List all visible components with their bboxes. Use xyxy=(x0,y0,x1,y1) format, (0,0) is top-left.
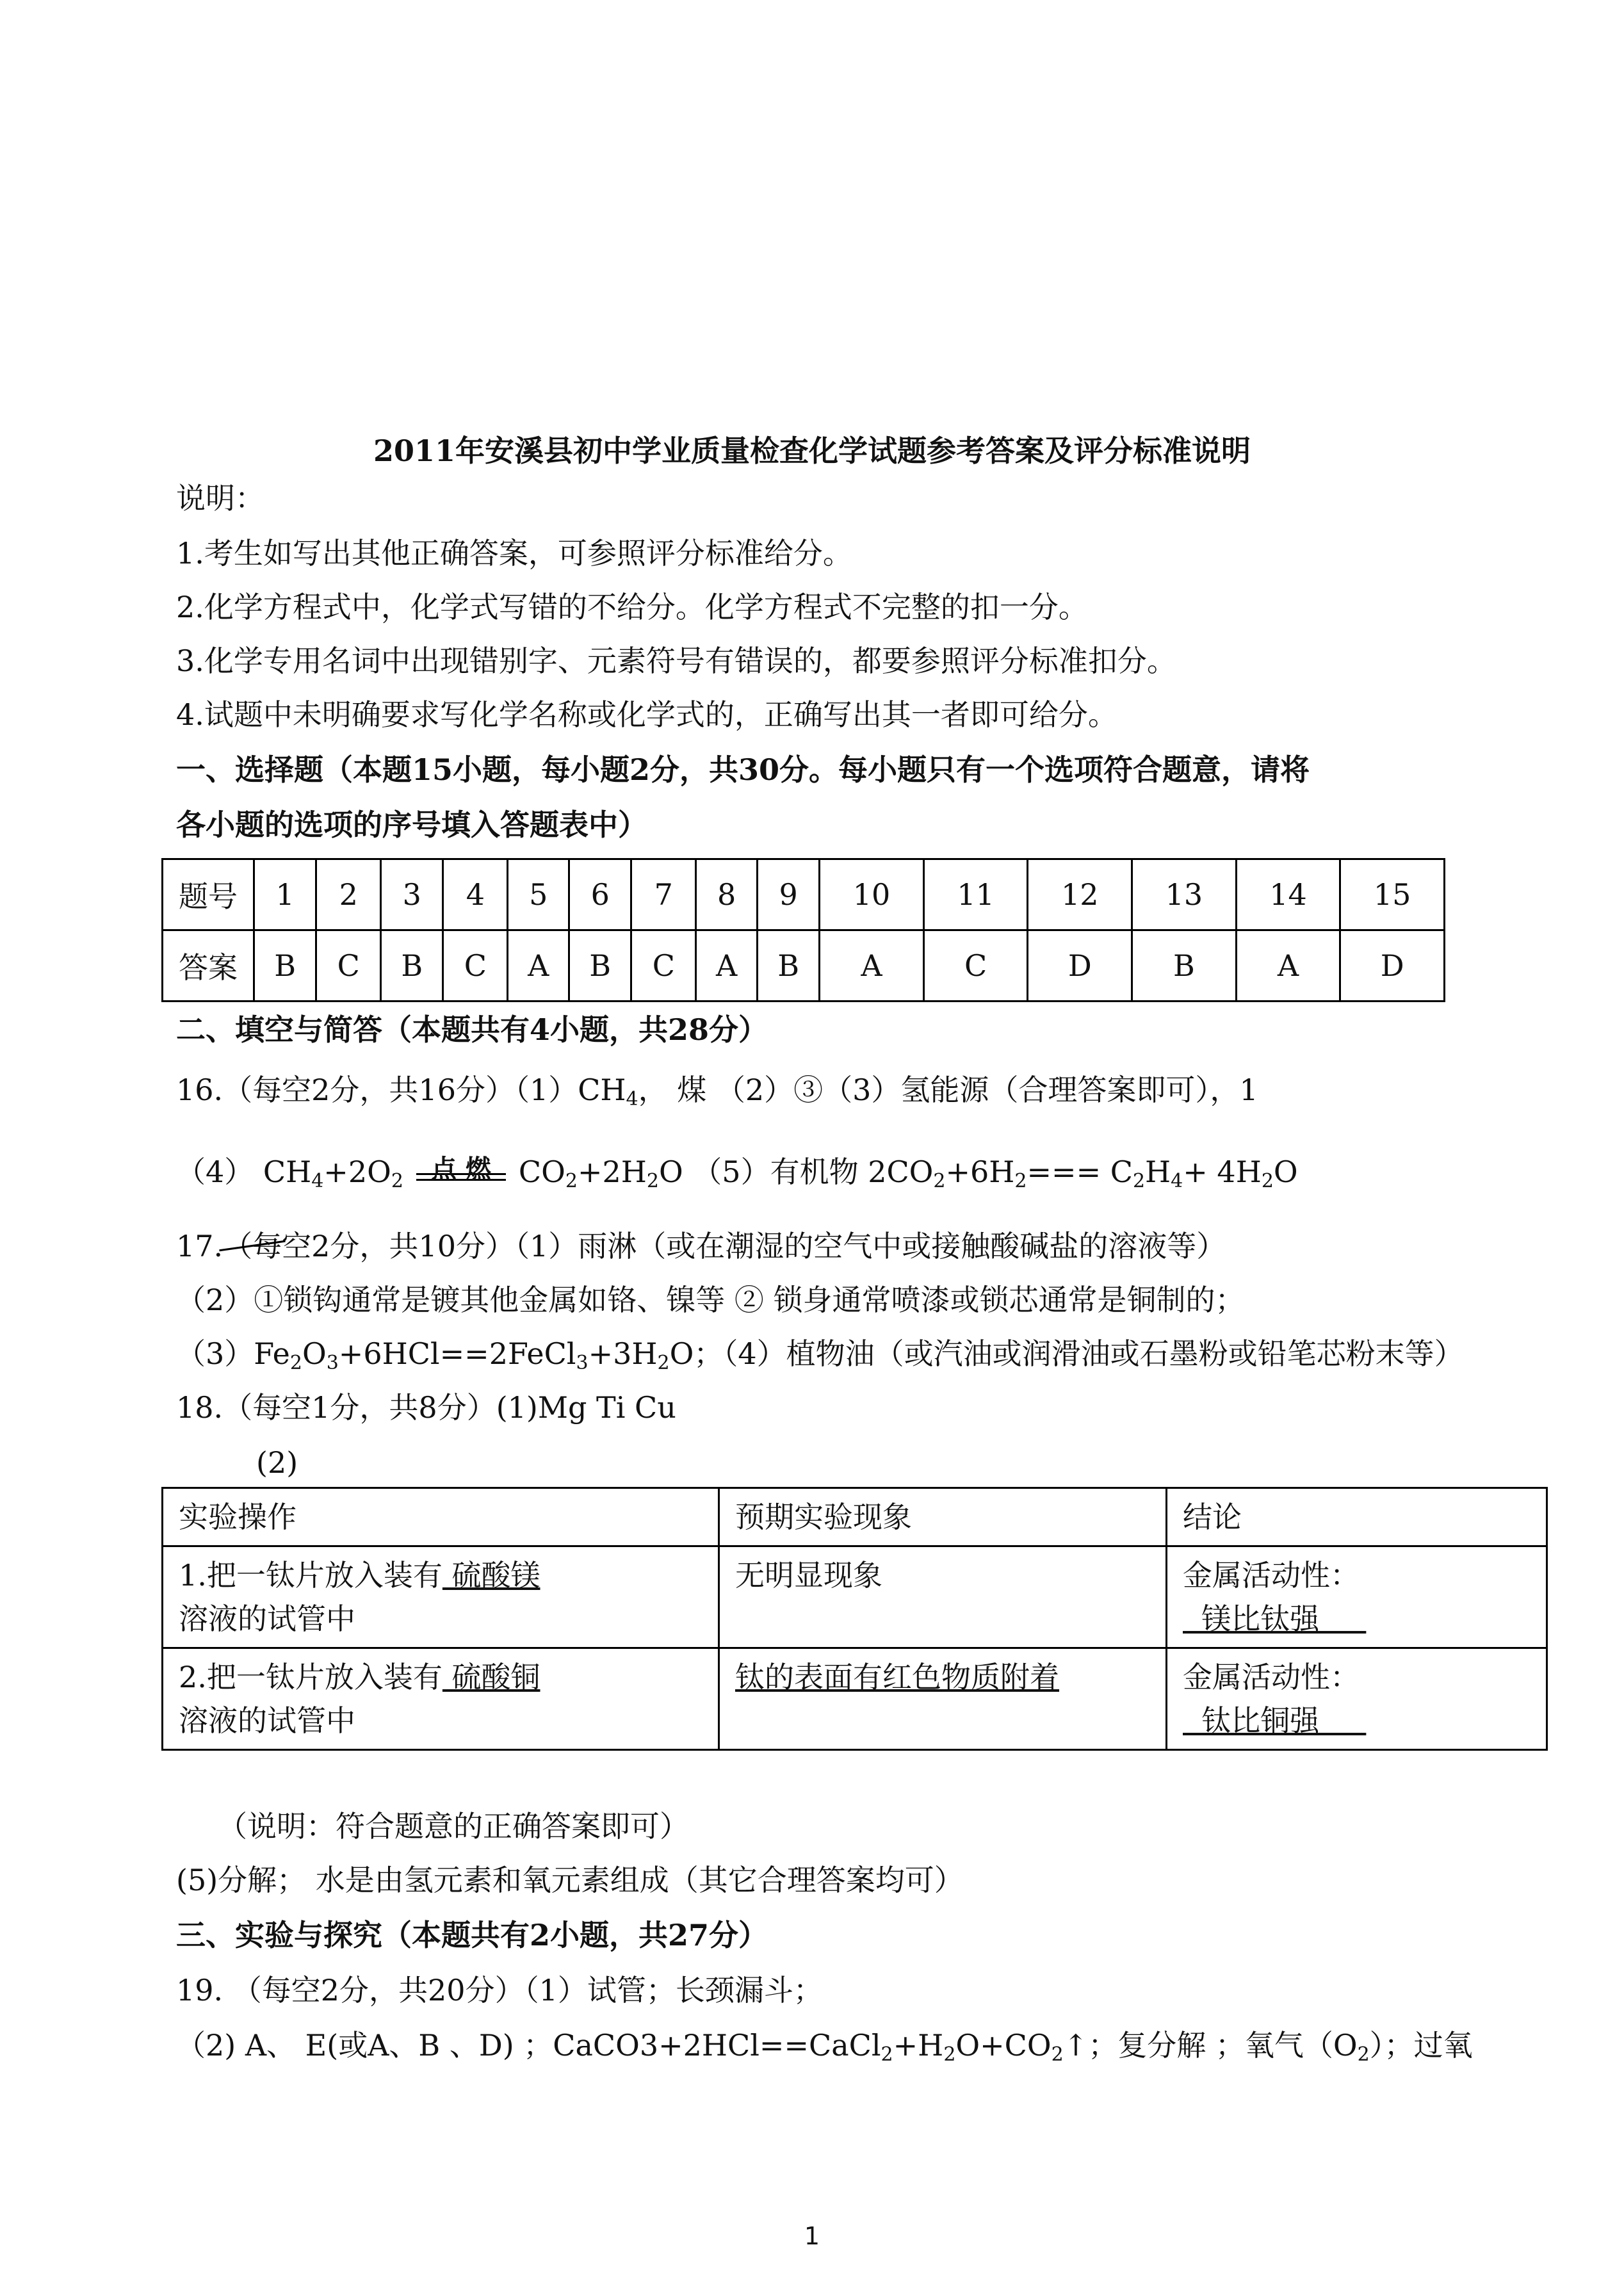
text: +2H xyxy=(577,1155,647,1189)
text: （3）Fe xyxy=(176,1336,290,1371)
conclusion-cell xyxy=(1167,1546,1547,1648)
text: O+CO xyxy=(955,2028,1052,2063)
subscript: 2 xyxy=(565,1170,578,1192)
question-number: 6 xyxy=(569,859,631,930)
text: （4） CH xyxy=(176,1155,312,1189)
filled-blank: 镁比钛强 xyxy=(1183,1602,1367,1636)
filled-blank: 钛比铜强 xyxy=(1183,1703,1367,1738)
answer-cell: C xyxy=(631,930,696,1002)
subscript: 2 xyxy=(943,2043,956,2066)
filled-blank: 硫酸铜 xyxy=(442,1660,540,1694)
text: H xyxy=(1145,1155,1171,1189)
q16-line-1 xyxy=(176,1071,1258,1109)
text: +6H xyxy=(945,1155,1015,1189)
text: 金属活动性： xyxy=(1183,1558,1360,1593)
conclusion-cell xyxy=(1167,1648,1547,1750)
answer-cell: C xyxy=(443,930,508,1002)
subscript: 4 xyxy=(1171,1170,1183,1192)
answer-cell: B xyxy=(757,930,819,1002)
notes-heading: 说明： xyxy=(176,481,264,515)
filled-blank: 硫酸镁 xyxy=(442,1558,540,1593)
q19-line-2 xyxy=(176,2026,1473,2064)
note-2: 2.化学方程式中，化学式写错的不给分。化学方程式不完整的扣一分。 xyxy=(176,590,1088,624)
experiment-table xyxy=(161,1487,1548,1751)
text: +6HCl==2FeCl xyxy=(338,1336,576,1371)
header-phenomenon: 预期实验现象 xyxy=(719,1488,1167,1546)
section3-heading: 三、实验与探究（本题共有2小题，共27分） xyxy=(176,1918,768,1952)
subscript: 2 xyxy=(657,1352,670,1374)
answer-cell: C xyxy=(316,930,381,1002)
operation-cell xyxy=(163,1648,719,1750)
subscript: 2 xyxy=(1132,1170,1146,1192)
text: 16.（每空2分，共16分）（1）CH xyxy=(176,1073,626,1107)
question-number: 15 xyxy=(1340,859,1445,930)
subscript: 4 xyxy=(626,1088,638,1110)
question-number: 12 xyxy=(1028,859,1132,930)
note-3: 3.化学专用名词中出现错别字、元素符号有错误的，都要参照评分标准扣分。 xyxy=(176,644,1176,678)
q19-line-1: 19. （每空2分，共20分）（1）试管；长颈漏斗； xyxy=(176,1973,823,2007)
table-row xyxy=(163,1488,1547,1546)
answer-cell: D xyxy=(1340,930,1445,1002)
struck-text: （每 xyxy=(223,1227,282,1265)
text: ， 煤 （2）③（3）氢能源（合理答案即可），1 xyxy=(638,1073,1258,1107)
q17-line-1 xyxy=(176,1227,1226,1265)
text: O xyxy=(1273,1155,1298,1189)
q16-line-2 xyxy=(176,1153,1298,1191)
question-number: 14 xyxy=(1236,859,1340,930)
q18-line-2: (2) xyxy=(256,1445,298,1480)
subscript: 3 xyxy=(576,1352,589,1374)
header-operation: 实验操作 xyxy=(163,1488,719,1546)
text: ）；过氧 xyxy=(1369,2028,1473,2063)
answer-cell: A xyxy=(696,930,758,1002)
subscript: 2 xyxy=(646,1170,659,1192)
text: === C xyxy=(1027,1155,1133,1189)
question-number: 7 xyxy=(631,859,696,930)
question-number: 17. xyxy=(176,1229,223,1263)
question-number: 1 xyxy=(254,859,316,930)
question-number: 2 xyxy=(316,859,381,930)
page-title: 2011年安溪县初中学业质量检查化学试题参考答案及评分标准说明 xyxy=(373,434,1251,468)
subscript: 2 xyxy=(933,1170,946,1192)
answer-cell: B xyxy=(1132,930,1237,1002)
table-row xyxy=(163,930,1445,1002)
question-number: 10 xyxy=(820,859,924,930)
table-row xyxy=(163,1648,1547,1750)
question-number: 4 xyxy=(443,859,508,930)
phenomenon-cell: 无明显现象 xyxy=(719,1546,1167,1648)
table-note: （说明：符合题意的正确答案即可） xyxy=(218,1809,689,1844)
text: （2) A、 E(或A、B 、D) ；CaCO3+2HCl==CaCl xyxy=(176,2028,881,2063)
note-4: 4.试题中未明确要求写化学名称或化学式的，正确写出其一者即可给分。 xyxy=(176,697,1117,732)
subscript: 2 xyxy=(289,1352,302,1374)
subscript: 2 xyxy=(1261,1170,1274,1192)
section2-heading: 二、填空与简答（本题共有4小题，共28分） xyxy=(176,1012,768,1047)
answer-cell: A xyxy=(508,930,569,1002)
question-number: 3 xyxy=(381,859,443,930)
text: 金属活动性： xyxy=(1183,1660,1360,1694)
text: O；（4）植物油（或汽油或润滑油或石墨粉或铅笔芯粉末等） xyxy=(669,1336,1464,1371)
q18-line-1: 18.（每空1分，共8分）(1)Mg Ti Cu xyxy=(176,1390,676,1425)
question-number: 13 xyxy=(1132,859,1237,930)
question-number: 5 xyxy=(508,859,569,930)
filled-blank: 钛的表面有红色物质附着 xyxy=(735,1660,1059,1694)
answer-cell: B xyxy=(254,930,316,1002)
subscript: 2 xyxy=(1357,2043,1370,2066)
subscript: 2 xyxy=(391,1170,403,1192)
answer-cell: C xyxy=(923,930,1028,1002)
question-number: 8 xyxy=(696,859,758,930)
condition-label: 点 燃 xyxy=(430,1154,491,1184)
q17-line-3 xyxy=(176,1334,1464,1373)
answer-cell: A xyxy=(820,930,924,1002)
answer-table xyxy=(161,858,1445,1002)
text: +2O xyxy=(323,1155,391,1189)
row-label-answer: 答案 xyxy=(163,930,254,1002)
header-conclusion: 结论 xyxy=(1167,1488,1547,1546)
page-number: 1 xyxy=(804,2222,820,2250)
row-label-number: 题号 xyxy=(163,859,254,930)
text: +H xyxy=(893,2028,944,2063)
q18-line-5: (5)分解； 水是由氢元素和氧元素组成（其它合理答案均可） xyxy=(176,1863,964,1897)
question-number: 9 xyxy=(757,859,819,930)
q17-line-2: （2）①锁钩通常是镀其他金属如铬、镍等 ② 锁身通常喷漆或锁芯通常是铜制的； xyxy=(176,1283,1245,1317)
text: 2.把一钛片放入装有 xyxy=(179,1660,443,1694)
text: + 4H xyxy=(1183,1155,1262,1189)
text: O xyxy=(302,1336,327,1371)
answer-cell: B xyxy=(381,930,443,1002)
note-1: 1.考生如写出其他正确答案，可参照评分标准给分。 xyxy=(176,536,852,571)
text: 空2分，共10分）（1）雨淋（或在潮湿的空气中或接触酸碱盐的溶液等） xyxy=(282,1229,1226,1263)
answer-cell: D xyxy=(1028,930,1132,1002)
subscript: 4 xyxy=(311,1170,324,1192)
subscript: 2 xyxy=(1051,2043,1064,2066)
text: 溶液的试管中 xyxy=(179,1703,355,1738)
text: 溶液的试管中 xyxy=(179,1602,355,1636)
section1-heading-1: 一、选择题（本题15小题，每小题2分，共30分。每小题只有一个选项符合题意，请将 xyxy=(176,752,1310,787)
text: ↑；复分解 ；氧气（O xyxy=(1063,2028,1358,2063)
table-row xyxy=(163,1546,1547,1648)
text: +3H xyxy=(588,1336,658,1371)
subscript: 3 xyxy=(326,1352,339,1374)
answer-cell: A xyxy=(1236,930,1340,1002)
question-number: 11 xyxy=(923,859,1028,930)
table-row xyxy=(163,859,1445,930)
operation-cell xyxy=(163,1546,719,1648)
text: CO xyxy=(518,1155,565,1189)
text: O （5）有机物 2CO xyxy=(658,1155,934,1189)
phenomenon-cell xyxy=(719,1648,1167,1750)
text: 1.把一钛片放入装有 xyxy=(179,1558,443,1593)
section1-heading-2: 各小题的选项的序号填入答题表中） xyxy=(176,807,647,842)
subscript: 2 xyxy=(881,2043,893,2066)
answer-cell: B xyxy=(569,930,631,1002)
subscript: 2 xyxy=(1014,1170,1027,1192)
